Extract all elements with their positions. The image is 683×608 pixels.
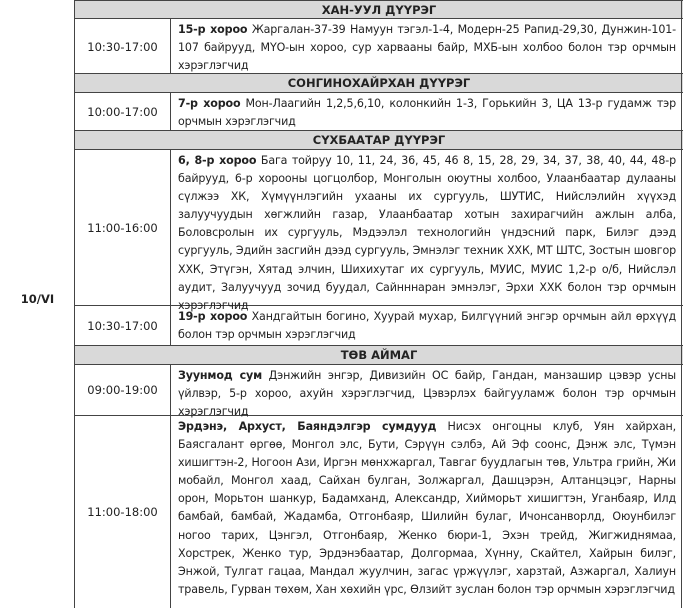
time-cell: 09:00-19:00 (75, 365, 171, 415)
area-label: Эрдэнэ, Архуст, Баяндэлгэр сумдууд (178, 420, 437, 433)
time-cell: 11:00-16:00 (75, 150, 171, 305)
area-label: 6, 8-р хороо (178, 154, 257, 167)
schedule-table (75, 0, 683, 608)
area-label: Зуунмод сум (178, 369, 262, 382)
area-details: Хандгайтын богино, Хуурай мухар, Билгүүний энгэр орчмын айл өрхүүд болон тэр орчмын хэрэглэгчид (178, 310, 676, 342)
area-label: 19-р хороо (178, 310, 248, 323)
description-cell (178, 95, 676, 131)
table-row (75, 306, 683, 345)
area-label: 15-р хороо (178, 23, 248, 36)
time-cell: 10:30-17:00 (75, 306, 171, 345)
area-details: Бага тойруу 10, 11, 24, 36, 45, 46 8, 15, 28, 29, 34, 37, 38, 40, 44, 48-р байрууд, 6-р хорооны цогцолбор, Монголын оюутны холбоо, Улаанбаатар дулааны сүлжээ ХК, Хүмүүнлэгийн ухааны их сургууль, ШУТИС, Нийслэлийн хүүхэд залуучуудын хөгжлийн газар, Улаанбаатар хотын захирагчийн ажлын алба, Боловсролын их сургууль, Мэдээлэл технологийн үндэсний парк, Билэг дээд сургууль, Эдийн засгийн дээд сургууль, Эмнэлэг техник ХХК, МТ ШТС, Зостын шовгор ХХК, Этүгэн, Хятад элчин, Шихихутаг их сургууль, МУИС, МУИС 1,2-р о/б, Нийслэл аудит, Залуучууд зочид буудал, Сайнннаран эмнэлэг, Эрхи ХХК болон тэр орчмын хэрэглэгчид (178, 154, 676, 312)
district-header-sukhbaatar: СҮХБААТАР ДҮҮРЭГ (75, 130, 683, 150)
area-details: Нисэх онгоцны клуб, Уян хайрхан, Баясгалант өргөө, Монгол элс, Бути, Сэрүүн сэлбэ, Ай Эф соонс, Дэнж элс, Түмэн хишигтэн-2, Ногоон Ази, Иргэн мөнхжаргал, Тавгаг буудлагын төв, Ультра грийн, Жи мобайл, Монгол хаад, Сайхан булган, Золжаргал, Дашцэрэн, Алтанцэцэг, Нарны орон, Морьтон шанкур, Бадамханд, Александр, Хийморьт хишигтэн, Уганбаяр, Илд бамбай, бамбай, Жадамба, Отгонбаяр, Шилийн булаг, Ичонсанворлд, Оюунбилэг ногоо тарих, Цэнгэл, Отгонбаяр, Женко бюри-1, Эхэн трейд, Жигжиднямаа, Хорстрек, Женко тур, Эрдэнэбаатар, Долгормаа, Хүнну, Скайтел, Хайрын билэг, Энжой, Тулгат гацаа, Мандал жуулчин, загас үржүүлэг, харзтай, Азжаргал, Халиун травель, Гурван төхөм, Хан хөхийн үрс, Өлзийт зуслан болон тэр орчмын хэрэглэгчид (178, 420, 676, 596)
time-cell: 11:00-18:00 (75, 416, 171, 608)
district-header-khan-uul: ХАН-УУЛ ДҮҮРЭГ (75, 0, 683, 19)
area-label: 7-р хороо (178, 97, 241, 110)
description-cell (178, 152, 676, 315)
table-row (75, 93, 683, 131)
district-header-tuv: ТӨВ АЙМАГ (75, 345, 683, 365)
date-label: 10/VI (20, 292, 55, 306)
description-cell (178, 367, 676, 421)
table-row (75, 416, 683, 608)
description-cell (178, 21, 676, 75)
description-cell (178, 418, 676, 599)
district-header-songinokhairkhan: СОНГИНОХАЙРХАН ДҮҮРЭГ (75, 73, 683, 93)
area-details: Дэнжийн энгэр, Дивизийн ОС байр, Гандан, манзашир цэвэр усны үйлвэр, 5-р хороо, ахуйн хэрэглэгчид, Цэвэрлэх байгууламж болон тэр орчмын хэрэглэгчид (178, 369, 676, 419)
area-details: Мон-Лаагийн 1,2,5,6,10, колонкийн 1-3, Горькийн 3, ЦА 13-р гудамж тэр орчмын хэрэглэгчид (178, 97, 676, 129)
area-details: Жаргалан-37-39 Намуун тэгэл-1-4, Модерн-25 Рапид-29,30, Дунжин-101-107 байрууд, МҮО-ын хороо, сур харвааны байр, МХБ-ын холбоо болон тэр орчмын хэрэглэгчид (178, 23, 676, 73)
table-right-border (681, 0, 682, 608)
time-cell: 10:00-17:00 (75, 93, 171, 131)
time-cell: 10:30-17:00 (75, 19, 171, 74)
table-row (75, 365, 683, 419)
date-column (0, 0, 75, 608)
description-cell (178, 308, 676, 344)
table-row (75, 19, 683, 74)
table-row (75, 150, 683, 312)
